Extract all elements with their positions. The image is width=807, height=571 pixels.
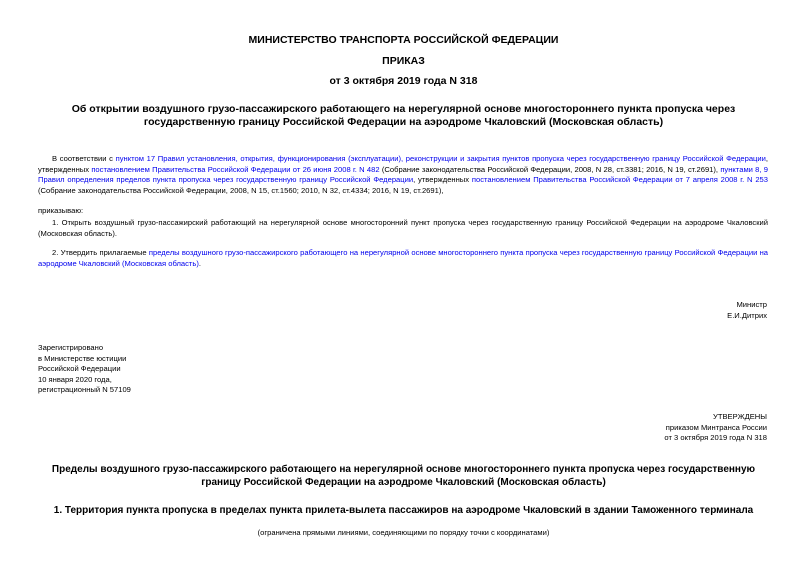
signature-position: Министр — [736, 300, 767, 309]
link-decree-253[interactable]: постановлением Правительства Российской Федерации от 7 апреля 2008 г. N 253 — [471, 175, 768, 184]
preamble-paragraph — [38, 154, 768, 196]
preamble-text-2: , утвержденных — [38, 154, 769, 174]
registration-line-5: регистрационный N 57109 — [38, 385, 131, 394]
order-heading: ПРИКАЗ — [382, 55, 425, 67]
registration-line-3: Российской Федерации — [38, 364, 121, 373]
section-1-title: 1. Территория пункта пропуска в пределах пункта прилета-вылета пассажиров на аэродроме Чкаловский в здании Таможенного терминала — [53, 505, 754, 516]
preamble-text-3: (Собрание законодательства Российской Федерации, 2008, N 28, ст.3381; 2016, N 19, ст.2691), — [379, 164, 721, 174]
link-limits[interactable]: пределы воздушного грузо-пассажирского работающего на нерегулярной основе многостороннего пункта пропуска через государственную границу Российской Федерации на аэродроме Чкаловский (Московская область) — [38, 248, 768, 268]
item2-text-2: . — [198, 258, 202, 268]
limits-title: Пределы воздушного грузо-пассажирского работающего на нерегулярной основе многостороннего пункта пропуска через государственную границу Российской Федерации на аэродроме Чкаловский (Московская область) — [51, 464, 756, 488]
order-item-1: 1. Открыть воздушный грузо-пассажирский работающий на нерегулярной основе многосторонний пункт пропуска через государственную границу Российской Федерации на аэродроме Чкаловский (Московская область). — [38, 218, 768, 238]
preamble-text-4: , утвержденных — [413, 175, 472, 184]
link-rules-p17[interactable]: пунктом 17 Правил установления, открытия, функционирования (эксплуатации), реконструкции и закрытия пунктов пропуска через государственную границу Российской Федерации — [115, 154, 766, 163]
order-date: от 3 октября 2019 года N 318 — [329, 75, 478, 87]
signature-block — [727, 300, 767, 321]
prikazyvayu-line: приказываю: — [38, 206, 84, 215]
approved-block — [664, 412, 767, 444]
registration-line-4: 10 января 2020 года, — [38, 374, 112, 384]
approved-line-3: от 3 октября 2019 года N 318 — [664, 433, 767, 442]
preamble-text-1: В соответствии с — [52, 154, 116, 163]
approved-line-1: УТВЕРЖДЕНЫ — [713, 412, 767, 421]
order-item-2 — [38, 248, 768, 269]
section-1-note: (ограничена прямыми линиями, соединяющими по порядку точки с координатами) — [257, 528, 550, 537]
link-rules-p8-9[interactable]: пунктами 8, 9 Правил определения пределов пункта пропуска через государственную границу Российской Федерации — [38, 164, 768, 184]
registration-block — [38, 343, 131, 396]
registration-line-1: Зарегистрировано — [38, 343, 104, 352]
signature-name: Е.И.Дитрих — [727, 310, 767, 320]
approved-line-2: приказом Минтранса России — [665, 422, 767, 432]
link-decree-482[interactable]: постановлением Правительства Российской Федерации от 26 июня 2008 г. N 482 — [91, 164, 380, 174]
item2-text-1: 2. Утвердить прилагаемые — [52, 248, 149, 257]
ministry-heading: МИНИСТЕРСТВО ТРАНСПОРТА РОССИЙСКОЙ ФЕДЕРАЦИИ — [248, 34, 559, 46]
preamble-text-5: (Собрание законодательства Российской Федерации, 2008, N 15, ст.1560; 2010, N 32, ст.4334; 2016, N 19, ст.2691), — [38, 185, 444, 195]
registration-line-2: в Министерстве юстиции — [38, 353, 127, 363]
order-title: Об открытии воздушного грузо-пассажирского работающего на нерегулярной основе многостороннего пункта пропуска через государственную границу Российской Федерации на аэродроме Чкаловский (Московская область) — [71, 103, 736, 128]
